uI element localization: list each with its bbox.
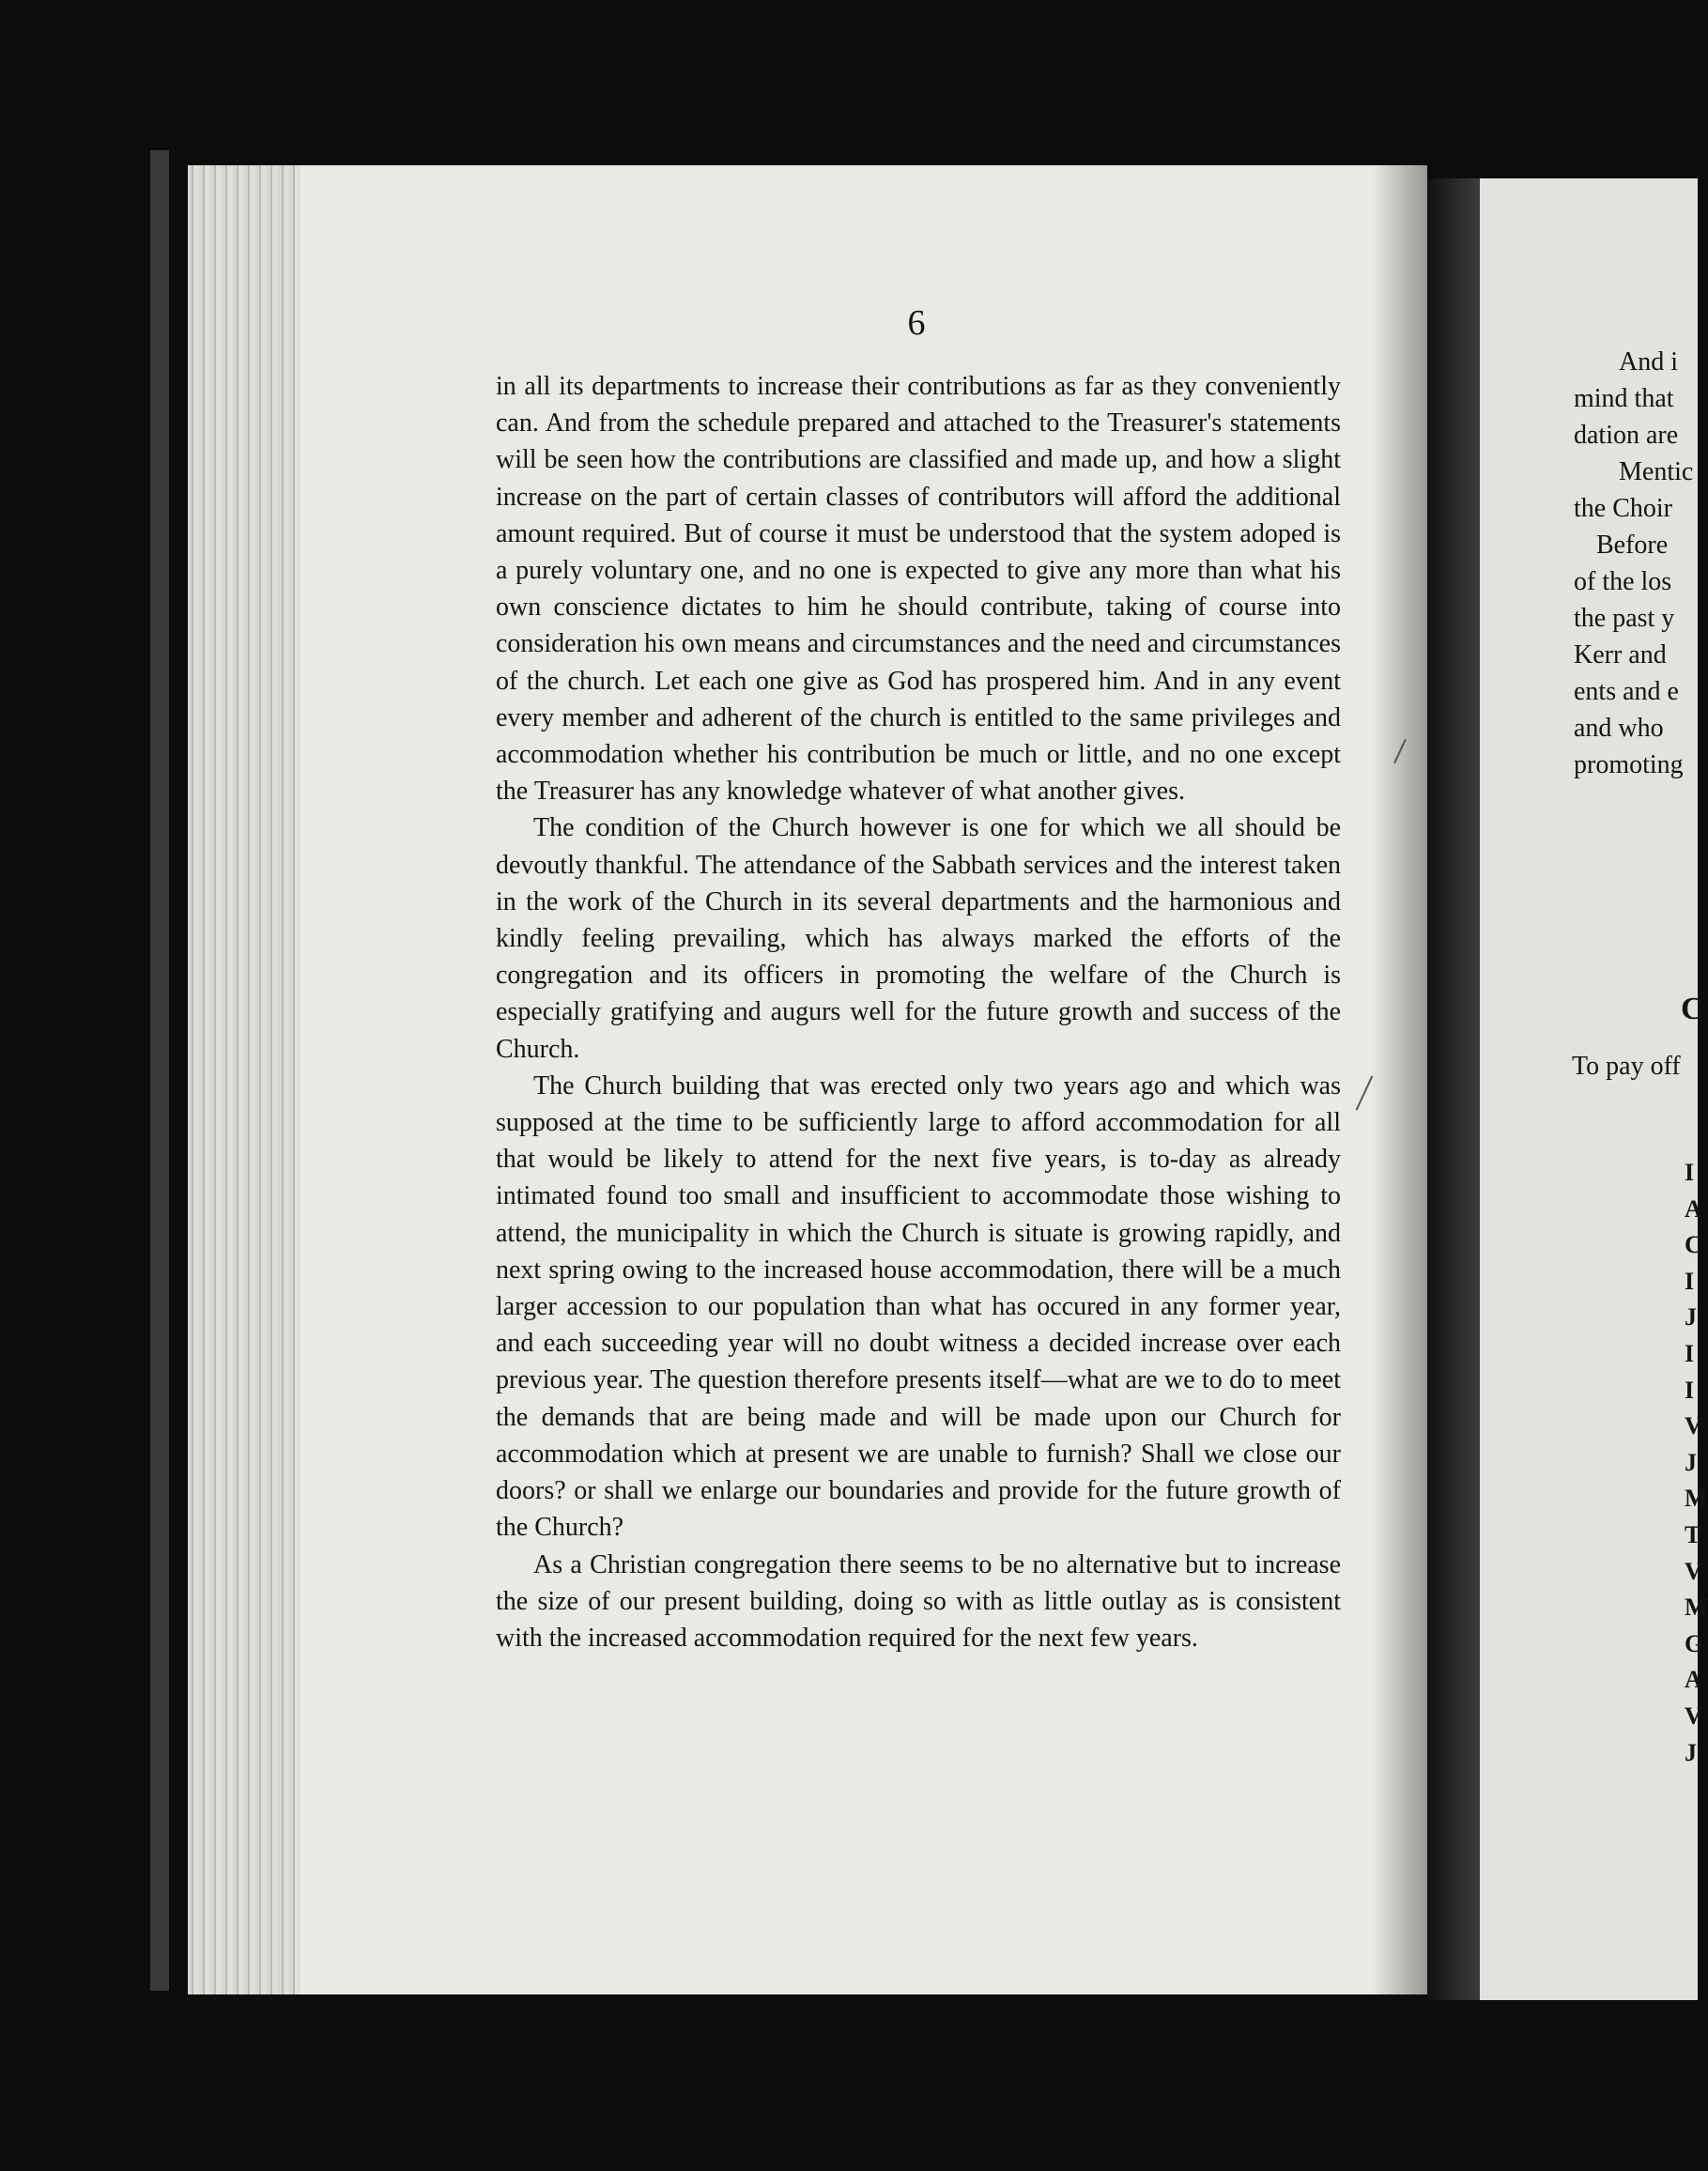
right-page-line: the past y [1574,604,1675,633]
list-item: V [1685,1557,1702,1585]
list-item: C [1685,1231,1702,1259]
paragraph-2: The condition of the Church however is one for which we all should be devoutly thankful. The attendance of the Sabbath services and the interest taken in the work of the Church in its several departments and the harmonious and kindly feeling prevailing, which has always marked the efforts of the congregation and its officers in promoting the welfare of the Church is especially gratifying and augurs well for the future growth and success of the Church. [496,813,1341,1064]
page-edges [188,165,300,1994]
right-page-line: ents and e [1574,677,1679,706]
book-cover-edge [150,150,169,1991]
list-item: M [1685,1594,1708,1622]
list-item: I [1685,1339,1695,1367]
paragraph-3: The Church building that was erected only two years ago and which was supposed at the time to be sufficiently large to afford accommodation for all that would be likely to attend for the next five years, is to-day as already intimated found too small and insufficient to accommodate those wishing to attend, the municipality in which the Church is situate is growing rapidly, and next spring owing to the increased house accommodation, there will be a much larger accession to our population than what has occured in any former year, and each succeeding year will no doubt witness a decided increase over each previous year. The question therefore presents itself—what are we to do to meet the demands that are being made and will be made upon our Church for accommodation which at present we are unable to furnish? Shall we close our doors? or shall we enlarge our boundaries and provide for the future growth of the Church? [496,1070,1341,1543]
right-page-line: Kerr and [1574,640,1667,670]
list-item: G [1685,1629,1704,1657]
paragraph-4: As a Christian congregation there seems to be no alternative but to increase the size of our present building, doing so with as little outlay as is consistent with the increased accommodation required for the next few years. [496,1549,1341,1653]
list-item: J [1685,1738,1697,1766]
right-page-line: the Choir [1574,494,1672,523]
list-item: V [1685,1701,1702,1730]
right-page-line: Before [1596,531,1669,560]
right-page-subheading-fragment: To pay off [1572,1052,1681,1081]
right-page-list [1685,1155,1708,1771]
list-item: M [1685,1485,1708,1513]
list-item: I [1685,1267,1695,1295]
right-page-heading-fragment: C [1681,992,1704,1026]
right-page-line: Mentic [1619,457,1694,486]
list-item: I [1685,1159,1695,1186]
list-item: I [1685,1376,1695,1404]
page-number: 6 [907,303,926,343]
list-item: T [1685,1520,1701,1548]
list-item: V [1685,1412,1702,1440]
right-page-line: of the los [1574,567,1672,596]
right-page-line: mind that [1574,384,1674,413]
right-page-line: dation are [1574,421,1679,450]
list-item: J [1685,1448,1697,1476]
book-gutter [1427,178,1480,2000]
right-page [1480,178,1708,2000]
list-item: A [1685,1194,1702,1223]
right-page-line: promoting [1574,750,1684,779]
gutter-shadow [1371,165,1427,1994]
right-page-line: And i [1619,347,1678,377]
list-item: A [1685,1666,1702,1694]
body-text [496,368,1341,1656]
paragraph-1: in all its departments to increase their contributions as far as they conveniently can. And from the schedule prepared and attached to the Treasurer's statements will be seen how the contributions are classified and made up, and how a slight increase on the part of certain classes of contributors will afford the additional amount required. But of course it must be understood that the system adoped is a purely voluntary one, and no one is expected to give any more than what his own conscience dictates to him he should contribute, taking of course into consideration his own means and circumstances and the need and circumstances of the church. Let each one give as God has prospered him. And in any event every member and adherent of the church is entitled to the same privileges and accommodation whether his contribution be much or little, and no one except the Treasurer has any knowledge whatever of what another gives. [496,372,1341,807]
list-item: J [1685,1303,1697,1332]
right-page-line: and who [1574,714,1664,743]
